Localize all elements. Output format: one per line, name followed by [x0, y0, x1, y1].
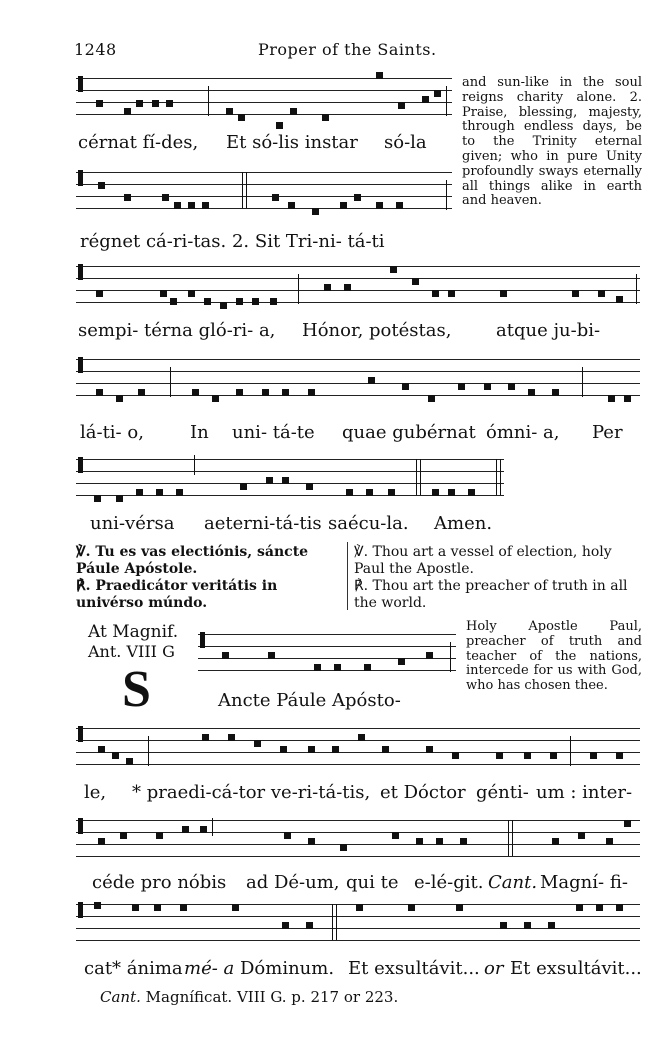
hymn-lyric-1c: só-la	[384, 132, 427, 153]
hymn-lyric-3b: Hónor, potéstas,	[302, 320, 452, 341]
antiphon-staff-4	[76, 900, 640, 948]
antiphon-lyric-2e: Cant.	[488, 872, 538, 893]
versicle-latin-r: ℟. Praedicátor veritátis in univérso múndo.	[76, 578, 278, 611]
antiphon-staff-1	[198, 630, 456, 678]
staff-2	[76, 168, 452, 216]
antiphon-lyric-2d: e-lé-git.	[414, 872, 484, 893]
antiphon-lyric-3e: or	[484, 958, 504, 979]
antiphon-lyric-1b: * praedi-cá-tor ve-ri-tá-tis,	[132, 782, 371, 803]
antiphon-lyric-1d: génti-	[476, 782, 529, 803]
hymn-lyric-4e: ómni- a,	[486, 422, 560, 443]
initial-letter: S	[122, 661, 151, 718]
antiphon-staff-3	[76, 816, 640, 864]
hymn-lyric-3c: atque ju-bi-	[496, 320, 601, 341]
hymn-lyric-5b: aeterni-tá-tis	[204, 513, 322, 534]
page-number: 1248	[74, 40, 117, 59]
antiphon-lyric-1c: et Dóctor	[380, 782, 466, 803]
antiphon-lyric-2c: qui te	[346, 872, 399, 893]
hymn-lyric-4c: uni- tá-te	[232, 422, 315, 443]
hymn-lyric-1b: Et só-lis instar	[226, 132, 358, 153]
antiphon-lyric-2b: ad Dé-um,	[246, 872, 340, 893]
staff-3	[76, 262, 640, 310]
antiphon-lyric-3d: Et exsultávit...	[348, 958, 480, 979]
running-title: Proper of the Saints.	[258, 40, 437, 59]
hymn-lyric-4f: Per	[592, 422, 623, 443]
staff-4	[76, 355, 640, 403]
versicle-english	[354, 544, 642, 612]
antiphon-lyric-3c: Dóminum.	[240, 958, 335, 979]
column-divider	[347, 542, 348, 610]
hymn-translation: and sun-like in the soul reigns charity alone. 2. Praise, blessing, majesty, through endless days, be to the Trinity eternal given; who in pure Unity profoundly sways eternally all things alike in earth and heaven.	[462, 75, 642, 209]
hymn-lyric-5d: Amen.	[434, 513, 493, 534]
antiphon-staff-2	[76, 724, 640, 772]
hymn-lyric-4b: In	[190, 422, 209, 443]
antiphon-lyric-2a: céde pro nóbis	[92, 872, 227, 893]
antiphon-translation: Holy Apostle Paul, preacher of truth and teacher of the nations, intercede for us with God, who has chosen thee.	[466, 619, 642, 694]
hymn-lyric-5c: saécu-la.	[328, 513, 409, 534]
hymn-lyric-3a: sempi- térna gló-ri- a,	[78, 320, 276, 341]
staff-5	[76, 455, 504, 503]
antiphon-label-1: At Magnif.	[88, 622, 179, 642]
footer-cant-label: Cant.	[100, 988, 141, 1006]
versicle-latin	[76, 544, 342, 612]
antiphon-lyric-2f: Magní- fi-	[540, 872, 628, 893]
footer-text: Magníficat. VIII G. p. 217 or 223.	[145, 988, 399, 1006]
antiphon-lyric-3a: cat* ánima	[84, 958, 183, 979]
hymn-lyric-1a: cérnat fí-des,	[78, 132, 199, 153]
versicle-latin-v: ℣. Tu es vas electiónis, sáncte Páule Apóstole.	[76, 544, 309, 577]
staff-1	[76, 74, 452, 122]
antiphon-lyric-1e: um : inter-	[536, 782, 633, 803]
hymn-lyric-5a: uni-vérsa	[90, 513, 175, 534]
antiphon-lyric-3b: mé- a	[184, 958, 235, 979]
antiphon-lyric-1a: le,	[84, 782, 107, 803]
hymn-lyric-4d: quae gubérnat	[342, 422, 476, 443]
antiphon-first-line: Ancte Páule Apósto-	[218, 690, 401, 711]
antiphon-lyric-3f: Et exsultávit...	[510, 958, 642, 979]
hymn-lyric-4a: lá-ti- o,	[80, 422, 144, 443]
versicle-english-v: ℣. Thou art a vessel of election, holy Paul the Apostle.	[354, 544, 612, 577]
antiphon-label-2: Ant. VIII G	[88, 642, 175, 661]
footer-note	[100, 988, 398, 1006]
hymn-lyric-2: régnet cá-ri-tas. 2. Sit Tri-ni- tá-ti	[80, 231, 385, 252]
versicle-english-r: ℟. Thou art the preacher of truth in all the world.	[354, 578, 628, 611]
